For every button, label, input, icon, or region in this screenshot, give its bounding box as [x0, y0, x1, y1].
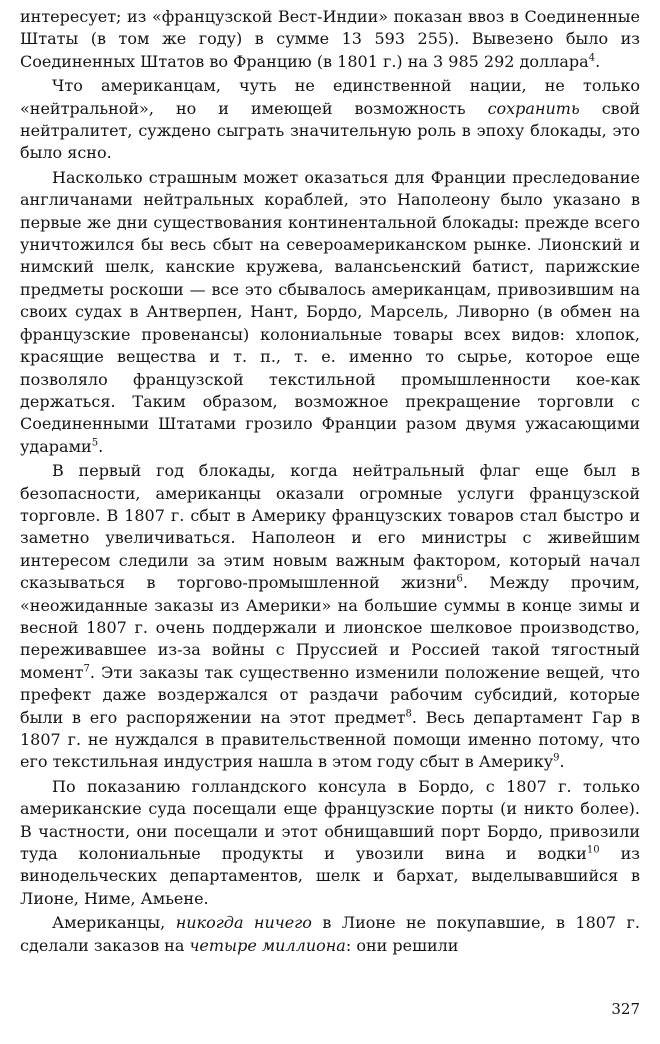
text-run: В первый год блокады, когда нейтральный флаг еще был в безопасности, американцы оказали огромные услуги французской торговле. В 1807 г. сбыт в Америку французских товаров стал быстро и заметно увеличиваться. Наполеон и его министры с живейшим интересом следили за этим новым важным фактором, который начал сказываться в торгово-промышленной жизни: [20, 461, 640, 593]
text-run: Американцы,: [52, 913, 176, 933]
footnote-ref: 9: [553, 753, 560, 765]
text-run: .: [595, 51, 601, 71]
paragraphs: [20, 6, 640, 957]
emphasis-text: сохранить: [487, 98, 580, 118]
paragraph: [20, 912, 640, 957]
text-run: По показанию голландского консула в Бордо, с 1807 г. только американские суда посещали еще французские порты (и никто более). В частности, они посещали и этот обнищавший порт Бордо, привозили туда колониальные продукты и увозили вина и водки: [20, 776, 640, 864]
text-run: в Лионе не покупавшие, в 1807 г. сделали заказов на: [20, 913, 641, 955]
paragraph: [20, 460, 640, 774]
footnote-ref: 7: [83, 663, 90, 675]
paragraph: [20, 75, 640, 165]
emphasis-text: четыре миллиона: [189, 935, 346, 955]
footnote-ref: 8: [405, 708, 412, 720]
footnote-ref: 10: [586, 844, 600, 856]
text-run: Насколько страшным может оказаться для Франции преследование англичанами нейтральных кораблей, это Наполеону было указано в первые же дни существования континентальной блокады: прежде всего уничтожился бы весь сбыт на североамериканском рынке. Лионский и нимский шелк, канские кружева, валансьенский батист, парижские предметы роскоши — все это сбывалось американцам, привозившим на своих судах в Антверпен, Нант, Бордо, Марсель, Ливорно (в обмен на французские провенансы) колониальные товары всех видов: хлопок, красящие вещества и т. п., т. е. именно то сырье, которое еще позволяло французской текстильной промышленности кое-как держаться. Таким образом, возможное прекращение торговли с Соединенными Штатами грозило Франции разом двумя ужасающими ударами: [20, 167, 640, 456]
text-run: Что американцам, чуть не единственной нации, не только «нейтральной», но и имеющей возможность: [20, 76, 640, 118]
text-run: интересует; из «французской Вест-Индии» показан ввоз в Соединенные Штаты (в том же году) в сумме 13 593 255). Вывезено было из Соединенных Штатов во Францию (в 1801 г.) на 3 985 292 доллара: [20, 7, 640, 71]
emphasis-text: никогда ничего: [175, 913, 312, 933]
text-run: . Между прочим, «неожиданные заказы из Америки» на большие суммы в конце зимы и весной 1807 г. очень поддержали и лионское шелковое производство, переживавшее из-за войны с Пруссией и Россией такой тягостный момент: [20, 573, 641, 682]
text-run: . Эти заказы так существенно изменили положение вещей, что префект даже воздержался от раздачи рабочим субсидий, которые были в его распоряжении на этот предмет: [20, 662, 640, 727]
page-body: [20, 6, 640, 957]
footnote-ref: 4: [588, 52, 596, 64]
paragraph: [20, 6, 640, 73]
text-run: .: [98, 436, 104, 456]
paragraph: [20, 776, 640, 910]
paragraph: [20, 167, 640, 458]
text-run: : они решили: [345, 935, 459, 955]
footnote-ref: 6: [456, 573, 463, 585]
text-run: свой нейтралитет, суждено сыграть значительную роль в эпоху блокады, это было ясно.: [20, 98, 640, 163]
text-run: из винодельческих департаментов, шелк и бархат, выделывавшийся в Лионе, Ниме, Амьене.: [20, 844, 640, 908]
text-run: . Весь департамент Гар в 1807 г. не нуждался в правительственной помощи именно потому, что его текстильная индустрия нашла в этом году сбыт в Америку: [20, 707, 641, 772]
footnote-ref: 5: [91, 437, 99, 449]
text-run: .: [559, 752, 565, 772]
page-number: 327: [611, 1000, 640, 1018]
